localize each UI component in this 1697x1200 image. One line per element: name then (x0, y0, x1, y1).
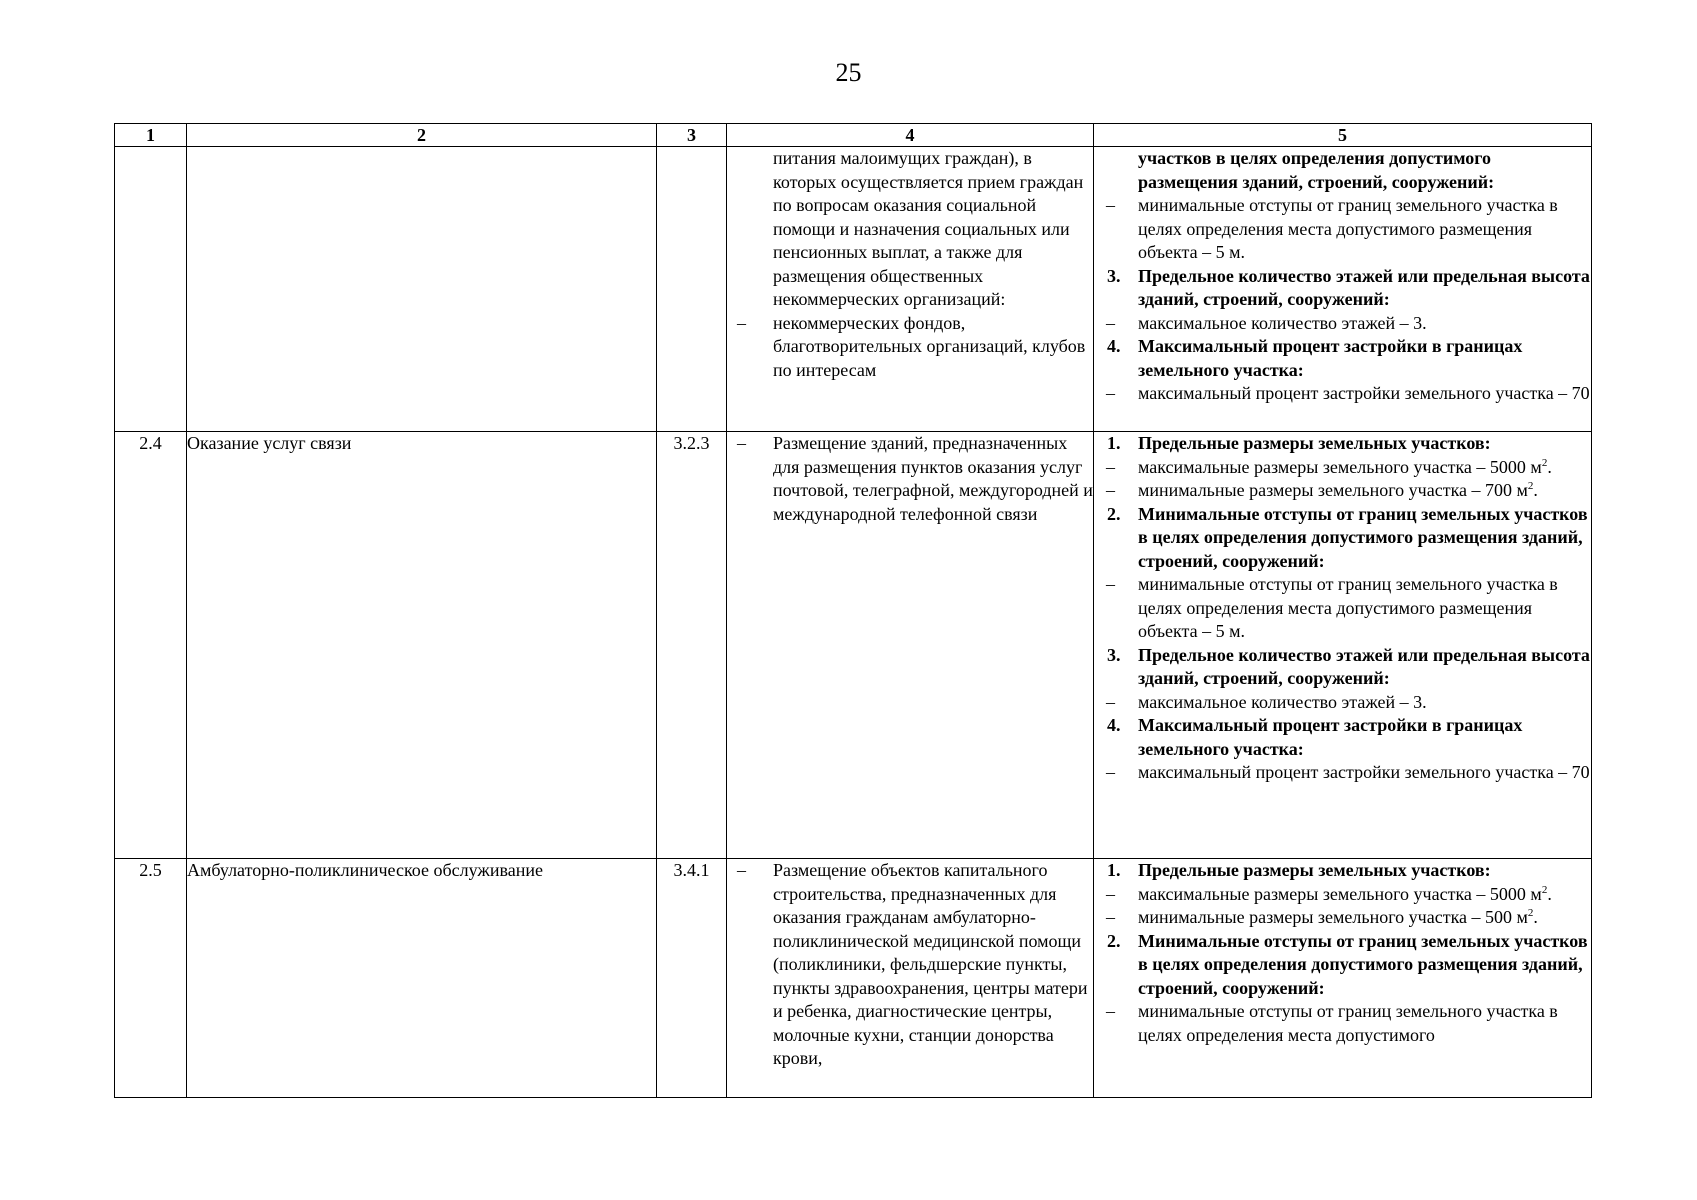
parameter-tail: . (1533, 907, 1538, 927)
parameter-text: максимальное количество этажей – 3. (1138, 691, 1427, 712)
superscript: 2 (1541, 456, 1548, 469)
parameter-text: участков в целях определения допустимого размещения зданий, строений, сооружений: (1138, 148, 1495, 192)
cell-description (727, 859, 1094, 1098)
row-number: 2.4 (139, 433, 162, 453)
parameter-heading (1094, 930, 1591, 1001)
list-marker: – (1106, 480, 1115, 500)
description-item (727, 312, 1093, 383)
cell-parameters (1094, 147, 1592, 432)
superscript: 2 (1527, 480, 1534, 492)
parameter-item (1094, 194, 1591, 265)
parameter-item (1094, 906, 1591, 930)
parameter-text: минимальные отступы от границ земельного участка в целях определения места допустимого размещения объекта – 5 м. (1138, 574, 1558, 641)
parameter-text: минимальные размеры земельного участка – 500 м (1138, 907, 1528, 927)
cell-number (115, 432, 187, 859)
list-marker: 4. (1107, 715, 1121, 735)
parameter-text: Минимальные отступы от границ земельных участков в целях определения допустимого размещения зданий, строений, сооружений: (1138, 503, 1588, 571)
list-marker: 4. (1107, 336, 1121, 356)
list-marker: – (1106, 195, 1115, 215)
description-item-text: Размещение объектов капитального строительства, предназначенных для оказания гражданам амбулаторно-поликлинической медицинской помощи (поликлиники, фельдшерские пункты, пункты здравоохранения, центры матери и ребенка, диагностические центры, молочные кухни, станции донорства крови, (773, 860, 1088, 1068)
parameter-heading (1094, 644, 1591, 691)
cell-parameters (1094, 432, 1592, 859)
list-marker: 3. (1107, 265, 1121, 286)
parameter-text: Предельное количество этажей или предельная высота зданий, строений, сооружений: (1138, 265, 1590, 309)
cell-use-name (187, 432, 657, 859)
parameter-text: минимальные отступы от границ земельного участка в целях определения места допустимого размещения объекта – 5 м. (1138, 195, 1558, 262)
table-row (115, 859, 1592, 1098)
column-header: 5 (1094, 124, 1592, 147)
table-row (115, 147, 1592, 432)
list-marker: – (1106, 1001, 1115, 1021)
page-number: 25 (835, 58, 862, 87)
list-marker: 1. (1107, 433, 1121, 453)
list-marker: – (1106, 312, 1115, 333)
list-marker: – (1106, 691, 1115, 712)
description-item (727, 859, 1093, 1071)
dash-marker: – (737, 860, 746, 880)
parameter-text: Минимальные отступы от границ земельных участков в целях определения допустимого размещения зданий, строений, сооружений: (1138, 930, 1588, 998)
list-marker: – (1106, 907, 1115, 927)
description-item-text: некоммерческих фондов, благотворительных организаций, клубов по интересам (773, 312, 1086, 380)
parameter-item (1094, 312, 1591, 336)
parameter-heading (1094, 335, 1591, 382)
parameter-text: Предельные размеры земельных участков: (1138, 433, 1491, 453)
parameter-item (1094, 382, 1591, 406)
list-marker: – (1106, 762, 1115, 782)
parameter-heading (1094, 265, 1591, 312)
column-header: 2 (187, 124, 657, 147)
table-header-row (115, 124, 1592, 147)
list-marker: 2. (1107, 930, 1121, 951)
parameter-text: Предельные размеры земельных участков: (1138, 860, 1491, 880)
cell-use-name (187, 859, 657, 1098)
cell-parameters (1094, 859, 1592, 1098)
use-code: 3.2.3 (673, 433, 710, 453)
list-marker: – (1106, 383, 1115, 403)
parameter-heading (1094, 714, 1591, 761)
use-name: Оказание услуг связи (187, 433, 352, 453)
cell-use-name (187, 147, 657, 432)
dash-marker: – (737, 312, 746, 333)
cell-number (115, 147, 187, 432)
parameter-heading (1094, 859, 1591, 883)
parameter-heading (1094, 503, 1591, 574)
cell-code (657, 147, 727, 432)
parameter-text: максимальный процент застройки земельного участка – 70 (1138, 383, 1590, 403)
parameter-text: минимальные размеры земельного участка – 700 м (1138, 480, 1528, 500)
parameter-text: минимальные отступы от границ земельного участка в целях определения места допустимого (1138, 1001, 1558, 1045)
parameter-heading (1094, 147, 1591, 194)
parameter-item (1094, 479, 1591, 503)
use-code: 3.4.1 (673, 860, 710, 880)
parameter-item (1094, 1000, 1591, 1047)
row-number: 2.5 (139, 860, 162, 880)
column-header: 1 (115, 124, 187, 147)
superscript: 2 (1527, 907, 1534, 919)
parameter-text: максимальный процент застройки земельного участка – 70 (1138, 762, 1590, 782)
parameter-item (1094, 456, 1591, 480)
cell-code (657, 432, 727, 859)
list-marker: 3. (1107, 644, 1121, 665)
cell-code (657, 859, 727, 1098)
parameter-text: Максимальный процент застройки в границах земельного участка: (1138, 715, 1523, 759)
description-text: питания малоимущих граждан), в которых осуществляется прием граждан по вопросам оказания социальной помощи и назначения социальных или пенсионных выплат, а также для размещения общественных некоммерческих организаций: (773, 148, 1084, 309)
list-marker: – (1106, 574, 1115, 594)
list-marker: – (1106, 456, 1115, 477)
parameter-item (1094, 691, 1591, 715)
parameter-text: максимальное количество этажей – 3. (1138, 312, 1427, 333)
cell-number (115, 859, 187, 1098)
superscript: 2 (1541, 883, 1548, 896)
parameter-item (1094, 883, 1591, 907)
table-row (115, 432, 1592, 859)
parameter-text: Предельное количество этажей или предельная высота зданий, строений, сооружений: (1138, 644, 1590, 688)
list-marker: – (1106, 883, 1115, 904)
parameter-item (1094, 573, 1591, 644)
column-header: 4 (727, 124, 1094, 147)
parameter-text: максимальные размеры земельного участка – 5000 м (1138, 883, 1542, 904)
dash-marker: – (737, 433, 746, 453)
column-header: 3 (657, 124, 727, 147)
cell-description (727, 432, 1094, 859)
zoning-table (114, 123, 1592, 1098)
list-marker: 1. (1107, 860, 1121, 880)
parameter-heading (1094, 432, 1591, 456)
description-item (727, 432, 1093, 526)
use-name: Амбулаторно-поликлиническое обслуживание (187, 860, 543, 880)
parameter-item (1094, 761, 1591, 785)
parameter-tail: . (1533, 480, 1538, 500)
parameter-text: максимальные размеры земельного участка – 5000 м (1138, 456, 1542, 477)
description-item-text: Размещение зданий, предназначенных для размещения пунктов оказания услуг почтовой, телеграфной, междугородней и международной телефонной связи (773, 433, 1093, 524)
parameter-text: Максимальный процент застройки в границах земельного участка: (1138, 336, 1523, 380)
parameter-tail: . (1547, 456, 1552, 477)
parameter-tail: . (1547, 883, 1552, 904)
cell-description (727, 147, 1094, 432)
list-marker: 2. (1107, 503, 1121, 524)
